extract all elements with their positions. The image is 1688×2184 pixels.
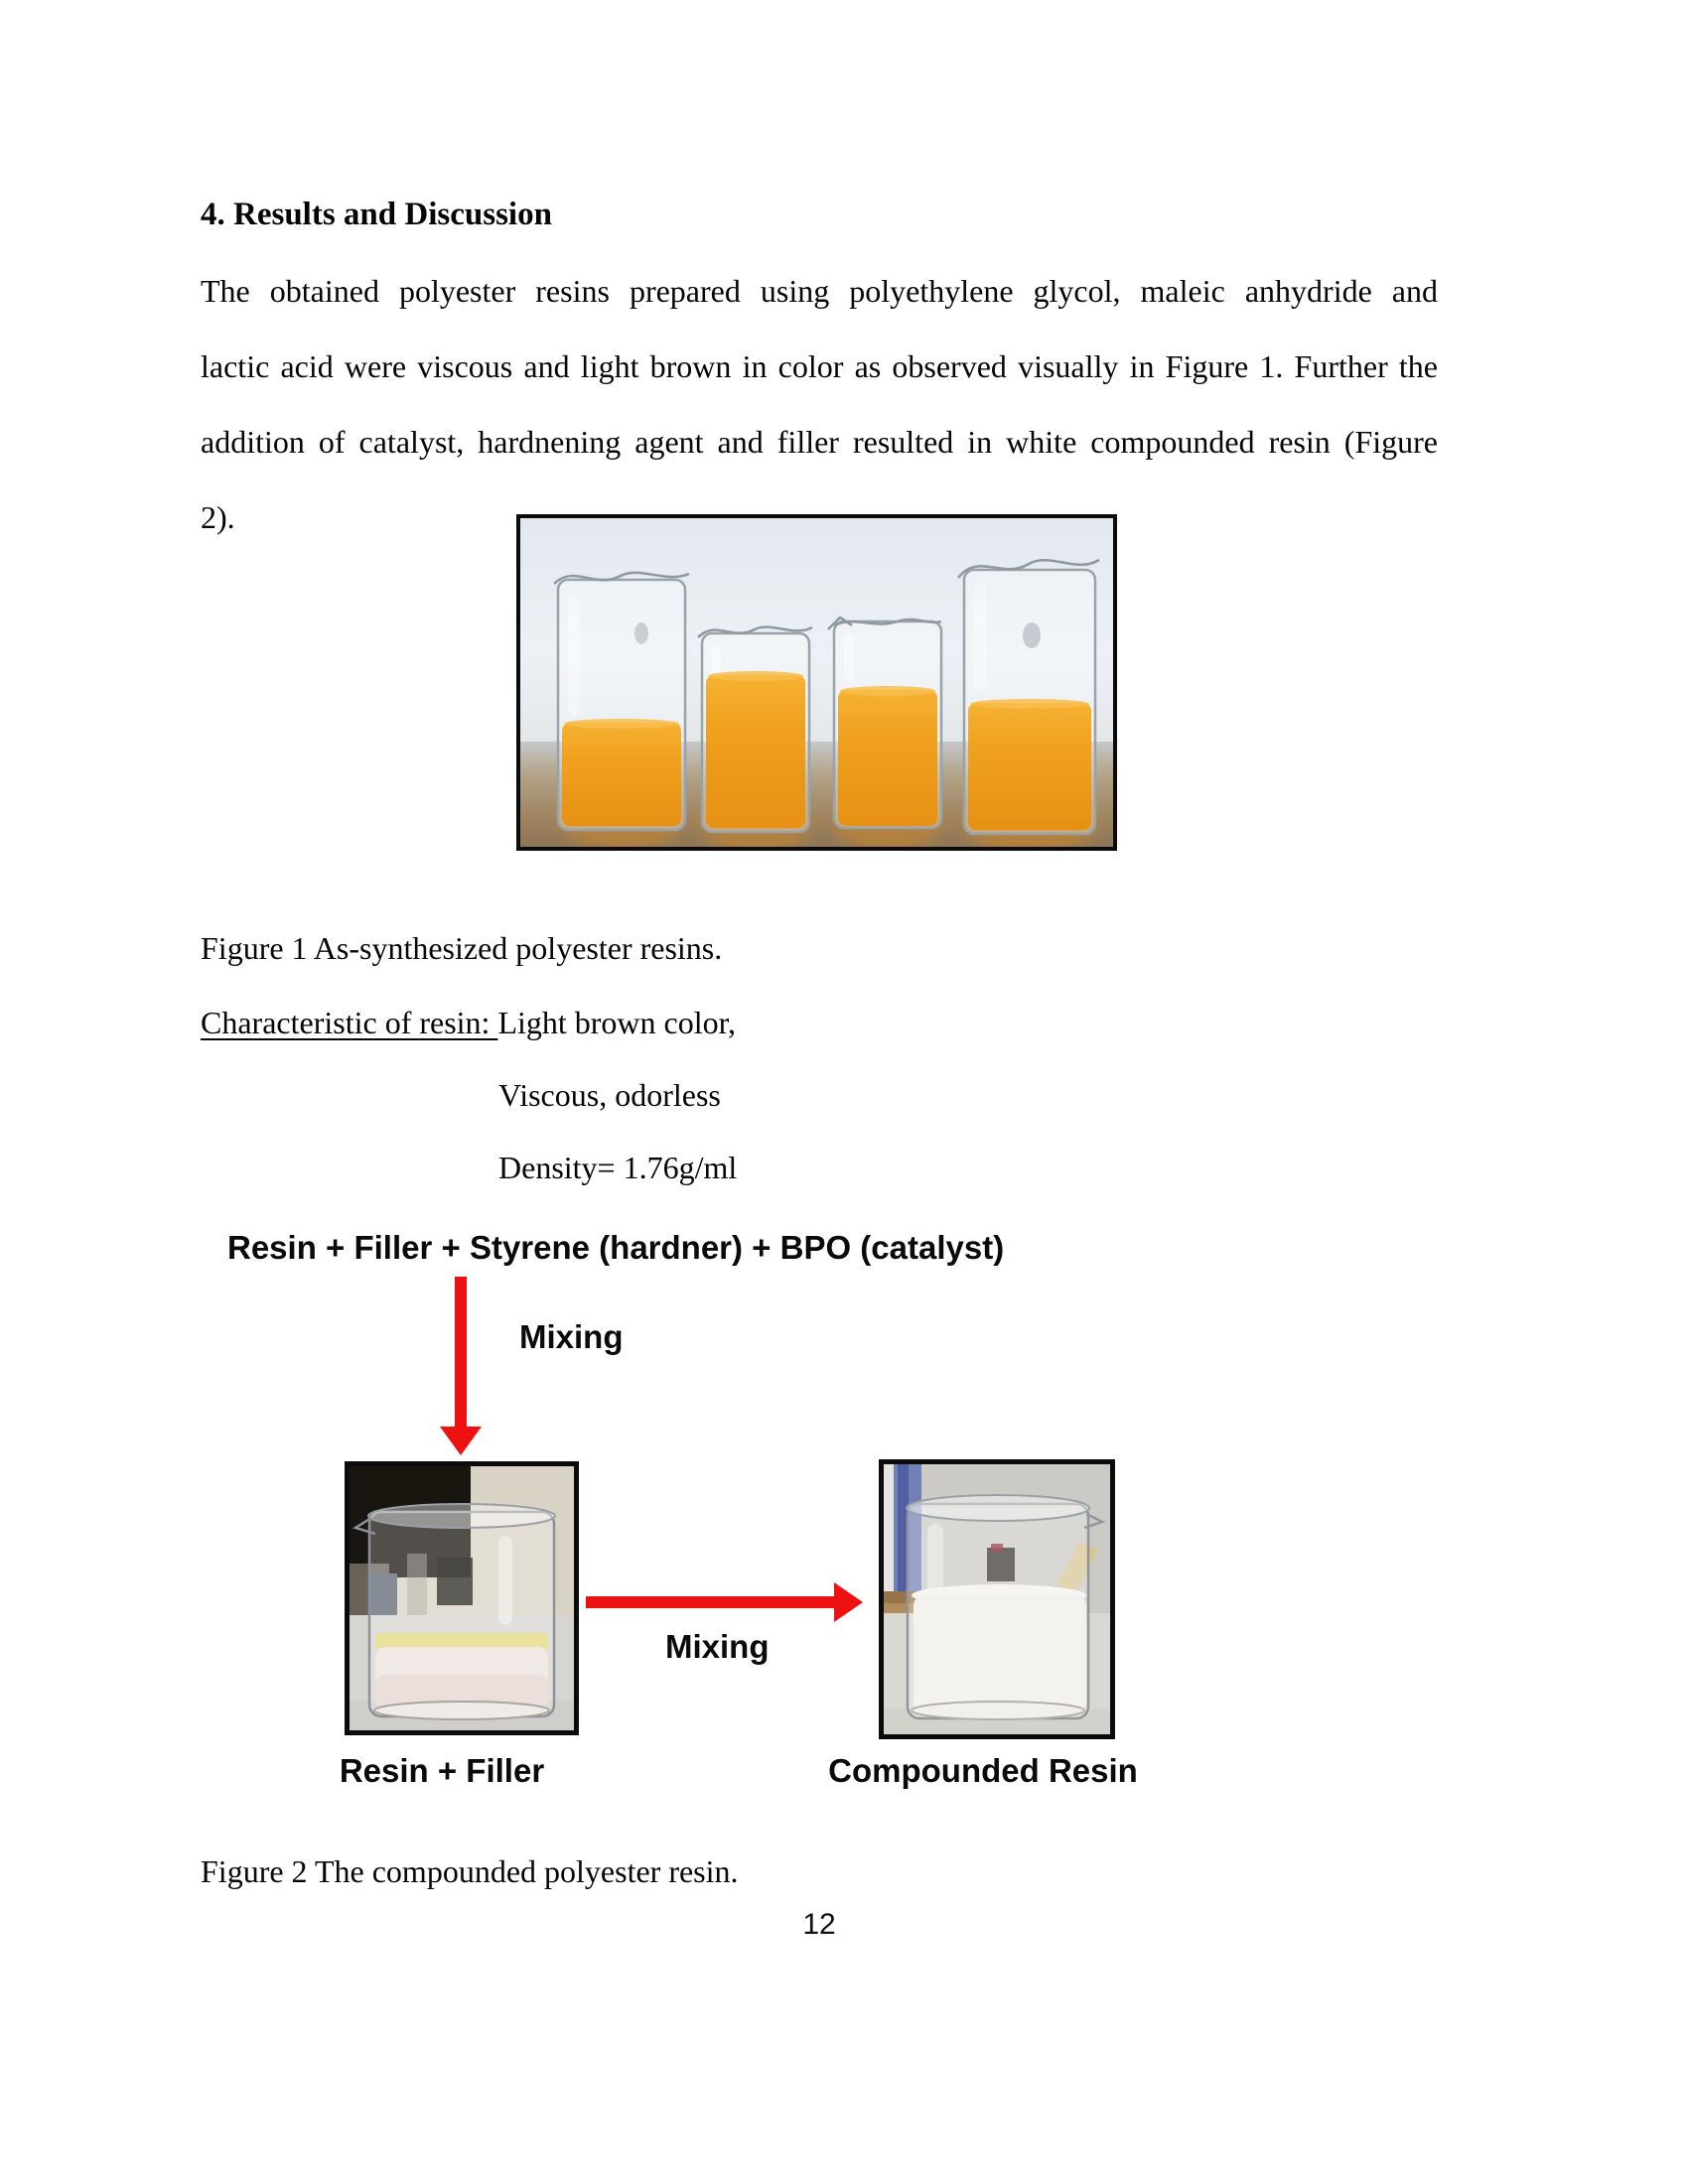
section-heading: 4. Results and Discussion: [201, 197, 552, 232]
mixing-label-2: Mixing: [665, 1628, 770, 1665]
compounded-resin-beaker-photo: [884, 1464, 1110, 1734]
characteristic-line2: Viscous, odorless: [498, 1077, 721, 1113]
beakers-orange-resin-photo: [520, 518, 1113, 847]
characteristic-line3: Density= 1.76g/ml: [498, 1150, 738, 1185]
figure1-photo: [516, 514, 1117, 851]
formula-line: Resin + Filler + Styrene (hardner) + BPO (catalyst): [227, 1229, 1005, 1266]
compounded-resin-beaker: [907, 1495, 1102, 1719]
figure1-caption: Figure 1 As-synthesized polyester resins.: [201, 930, 723, 966]
beaker-3: [828, 617, 941, 828]
characteristic-label: Characteristic of resin:: [201, 1005, 498, 1040]
figure2-caption: Figure 2 The compounded polyester resin.: [201, 1853, 739, 1889]
figure2-right-photo: [879, 1459, 1115, 1739]
left-photo-label: Resin + Filler: [339, 1752, 545, 1789]
resin-filler-beaker-photo: [350, 1466, 574, 1730]
beaker-1: [554, 573, 689, 830]
right-arrow-shaft: [586, 1596, 836, 1608]
right-arrow-head-icon: [834, 1582, 863, 1622]
beaker-4: [958, 560, 1099, 834]
mixing-label-1: Mixing: [519, 1318, 624, 1355]
figure2-left-photo: [345, 1461, 579, 1735]
paragraph-line: The obtained polyester resins prepared using polyethylene glycol, maleic anhydride and: [201, 273, 1438, 309]
down-arrow-shaft: [455, 1277, 467, 1428]
page-number: 12: [802, 1908, 836, 1941]
paragraph-line: 2).: [201, 499, 235, 535]
down-arrow-head-icon: [440, 1427, 482, 1455]
paragraph-line: addition of catalyst, hardnening agent and filler resulted in white compounded resin (Figure: [201, 424, 1438, 460]
characteristic-value: Light brown color,: [497, 1005, 736, 1040]
beaker-2: [698, 627, 812, 832]
characteristic-line: [201, 1002, 736, 1043]
resin-filler-beaker: [355, 1504, 555, 1719]
paragraph-line: lactic acid were viscous and light brown in color as observed visually in Figure 1. Further the: [201, 348, 1438, 384]
right-photo-label: Compounded Resin: [828, 1752, 1138, 1789]
